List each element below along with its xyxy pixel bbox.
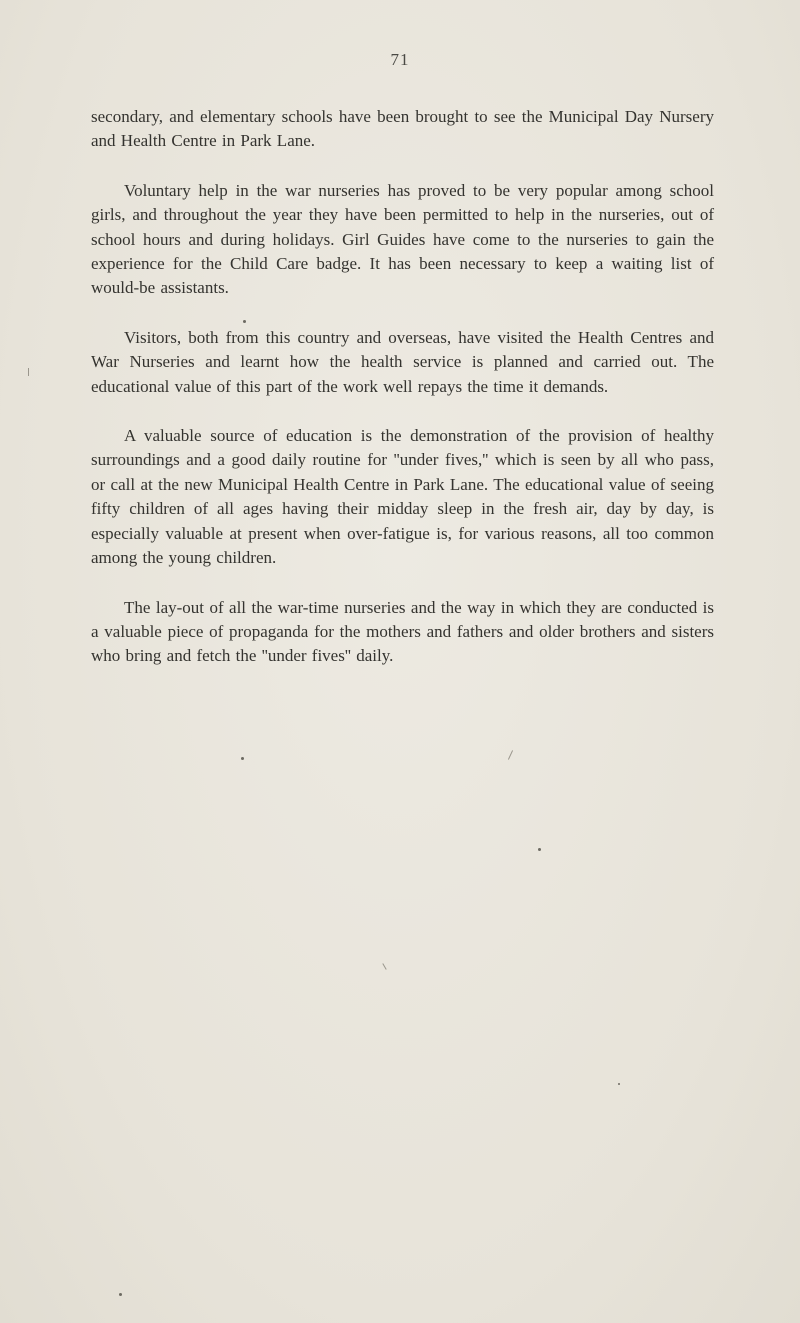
paragraph-visitors: Visitors, both from this country and overseas, have visited the Health Centres and War Nurseries and learnt how the health service is planned and carried out. The educational value of this part of the work well repays the time it demands. (91, 327, 714, 396)
paragraph-voluntary-help: Voluntary help in the war nurseries has proved to be very popular among school girls, and throughout the year they have been permitted to help in the nurseries, out of school hours and during holidays. Girl Guides have come to the nurseries to gain the experience for the Child Care badge. It has been necessary to keep a waiting list of would-be assistants. (91, 180, 714, 298)
paragraph-continuation: secondary, and elementary schools have been brought to see the Municipal Day Nursery and Health Centre in Park Lane. (91, 107, 714, 151)
paper-scratch (508, 750, 513, 759)
paper-speck (241, 757, 244, 760)
paper-speck (618, 1083, 620, 1085)
paragraph-lay-out: The lay-out of all the war-time nurseries and the way in which they are conducted is a valuable piece of propaganda for the mothers and fathers and older brothers and sisters who bring and fetch the ''under fives'' daily. (91, 597, 714, 666)
paper-speck (243, 320, 246, 323)
paper-scratch (28, 368, 29, 376)
paper-scratch (382, 963, 386, 970)
body-text (91, 105, 714, 694)
paper-speck (119, 1293, 122, 1296)
page-number: 71 (390, 50, 410, 69)
paragraph-demonstration: A valuable source of education is the demonstration of the provision of healthy surroundings and a good daily routine for ''under fives,'' which is seen by all who pass, or call at the new Municipal Health Centre in Park Lane. The educational value of seeing fifty children of all ages having their midday sleep in the fresh air, day by day, is especially valuable at present when over-fatigue is, for various reasons, all too common among the young children. (91, 426, 714, 568)
paper-speck (538, 848, 541, 851)
